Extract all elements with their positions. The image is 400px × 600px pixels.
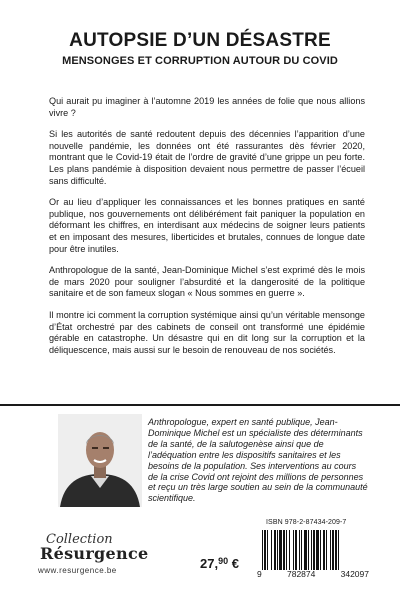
section-divider (0, 404, 400, 406)
barcode-digit-group-1: 782874 (286, 569, 316, 579)
blurb-paragraph-4: Anthropologue de la santé, Jean-Dominique Michel s’est exprimé dès le mois de mars 2020 pour souligner l’absurdité et la dangerosité de la politique sanitaire et de son fameux slogan « Nous sommes en guerre ». (49, 265, 365, 299)
price (200, 556, 239, 571)
price-currency: € (228, 556, 239, 571)
barcode-digit-prefix: 9 (257, 569, 262, 579)
publisher-url: www.resurgence.be (38, 566, 117, 575)
book-title: AUTOPSIE D’UN DÉSASTRE (69, 30, 331, 51)
price-cents: 90 (218, 556, 229, 566)
blurb-paragraph-1: Qui aurait pu imaginer à l’automne 2019 les années de folie que nous allions vivre ? (49, 96, 365, 118)
blurb-paragraph-2: Si les autorités de santé redoutent depuis des décennies l’apparition d’une nouvelle pandémie, les données ont été rassurantes dès février 2020, montrant que le Covid-19 était de l’ordre de gravité d’une grippe un peu forte. Les plans pandémie à disposition devaient nous permettre de passer l’écueil sans difficulté. (49, 129, 365, 186)
barcode-digits (257, 569, 369, 579)
price-main: 27, (200, 556, 219, 571)
isbn: ISBN 978-2-87434-209-7 (266, 519, 347, 526)
blurb-paragraph-3: Or au lieu d’appliquer les connaissances et les bonnes pratiques en santé publique, nos gouvernements ont délibérément fait paniquer la population en déformant les chiffres, en interdisant aux médecins de soigner leurs patients et en imposant des mesures, liberticides et brutales, connues de longue date pour être inutiles. (49, 197, 365, 254)
author-photo (58, 414, 142, 507)
barcode-digit-group-2: 342097 (340, 569, 369, 579)
book-subtitle: MENSONGES ET CORRUPTION AUTOUR DU COVID (62, 55, 338, 67)
author-bio: Anthropologue, expert en santé publique, Jean-Dominique Michel est un spécialiste des déterminants de la santé, de la salutogenèse ainsi que de l’adéquation entre les dispositifs sanitaires et les besoins de la population. Ses interventions au cours de la crise Covid ont rejoint des millions de personnes et reçu un très large soutien au sein de la communauté scientifique. (148, 417, 368, 504)
barcode-icon (260, 530, 366, 570)
blurb-paragraph-5: Il montre ici comment la corruption systémique ainsi qu’un véritable mensonge d’État orchestré par des cabinets de conseil ont transformé une épidémie gérable en catastrophe. Un désastre qui en dit long sur la corruption et la déliquescence, mais aussi sur le besoin de renouveau de nos sociétés. (49, 309, 365, 355)
logo-name-text: Résurgence (40, 544, 149, 563)
blurb (49, 96, 365, 366)
logo-collection-text: Collection (46, 532, 113, 547)
